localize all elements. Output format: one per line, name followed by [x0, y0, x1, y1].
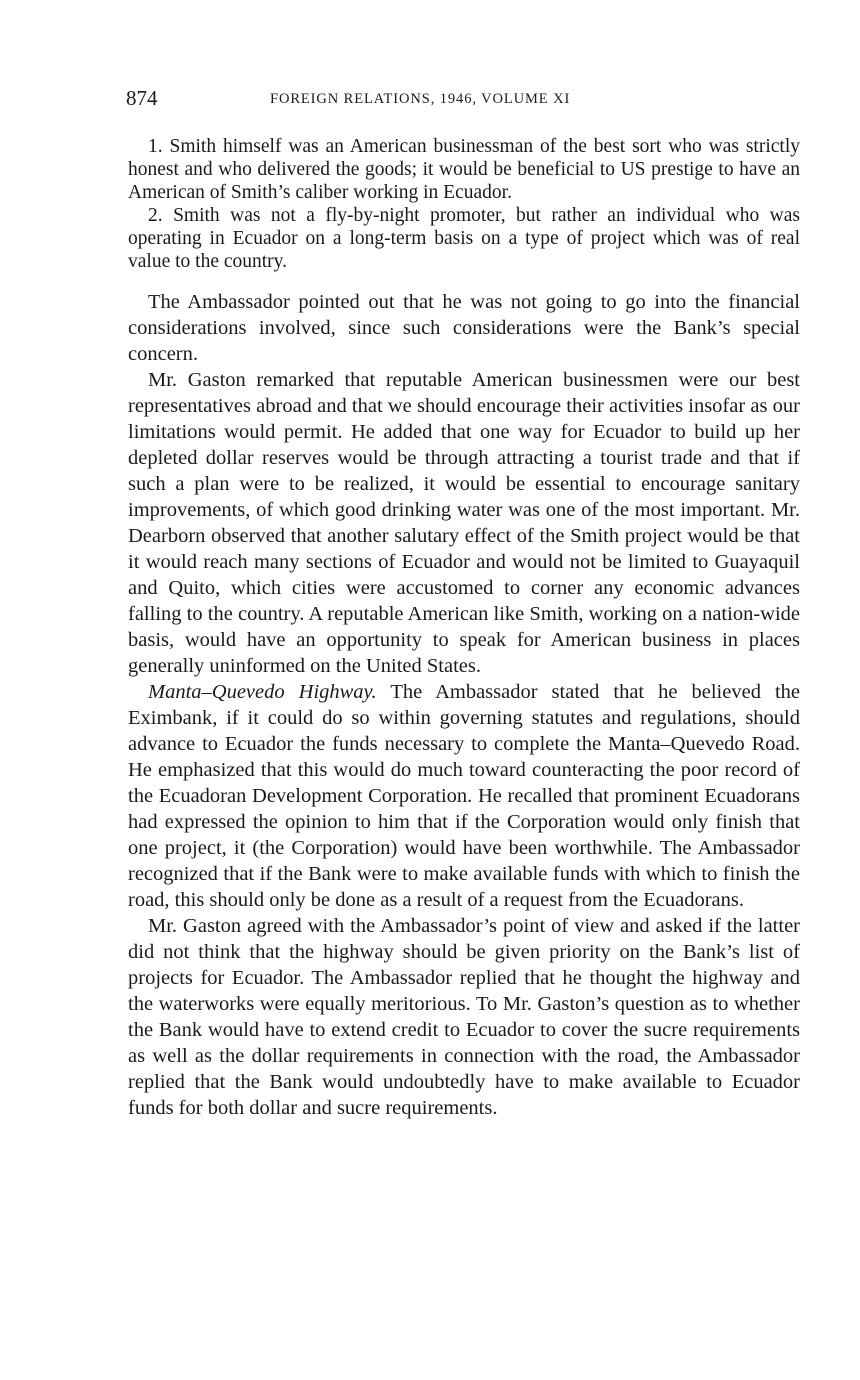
paragraph: Mr. Gaston agreed with the Ambassador’s point of view and asked if the latter did not think that the highway should be given priority on the Bank’s list of projects for Ecuador. The Ambassador replied that he thought the highway and the waterworks were equally meritorious. To Mr. Gaston’s question as to whether the Bank would have to extend credit to Ecuador to cover the sucre requirements as well as the dollar requirements in connection with the road, the Ambassador replied that the Bank would undoubtedly have to make available to Ecuador funds for both dollar and sucre requirements. — [128, 915, 800, 1119]
running-title: FOREIGN RELATIONS, 1946, VOLUME XI — [270, 91, 571, 107]
paragraph: Mr. Gaston remarked that reputable American businessmen were our best representatives abroad and that we should encourage their activities insofar as our limitations would permit. He added that one way for Ecuador to build up her depleted dollar reserves would be through attracting a tourist trade and that if such a plan were to be realized, it would be essential to encourage sanitary improvements, of which good drinking water was one of the most important. Mr. Dearborn observed that another salutary effect of the Smith project would be that it would reach many sections of Ecuador and would not be limited to Guayaquil and Quito, which cities were accustomed to corner any economic advances falling to the country. A reputable American like Smith, working on a nation-wide basis, would have an opportunity to speak for American business in places generally uninformed on the United States. — [128, 369, 800, 677]
list-item: 1. Smith himself was an American businessman of the best sort who was strictly honest and who delivered the goods; it would be beneficial to US prestige to have an American of Smith’s caliber working in Ecuador. — [128, 136, 800, 203]
document-page — [128, 86, 800, 1121]
paragraph-text: The Ambassador stated that he believed the Eximbank, if it could do so within governing statutes and regulations, should advance to Ecuador the funds necessary to complete the Manta–Quevedo Road. He emphasized that this would do much toward counteracting the poor record of the Ecuadoran Development Corporation. He recalled that prominent Ecuadorans had expressed the opinion to him that if the Corporation would only finish that one project, it (the Corporation) would have been worthwhile. The Ambassador recognized that if the Bank were to make available funds with which to finish the road, this should only be done as a result of a request from the Ecuadorans. — [128, 681, 801, 911]
paragraph: The Ambassador pointed out that he was not going to go into the financial considerations involved, since such considerations were the Bank’s special concern. — [128, 291, 800, 365]
running-head — [128, 86, 800, 122]
list-item: 2. Smith was not a fly-by-night promoter, but rather an individual who was operating in Ecuador on a long-term basis on a type of project which was of real value to the country. — [128, 205, 800, 272]
numbered-list — [128, 135, 800, 273]
section-run-in-heading: Manta–Quevedo Highway. — [148, 681, 377, 703]
body-text — [128, 289, 800, 1121]
paragraph — [128, 679, 800, 913]
page-number: 874 — [126, 86, 158, 110]
